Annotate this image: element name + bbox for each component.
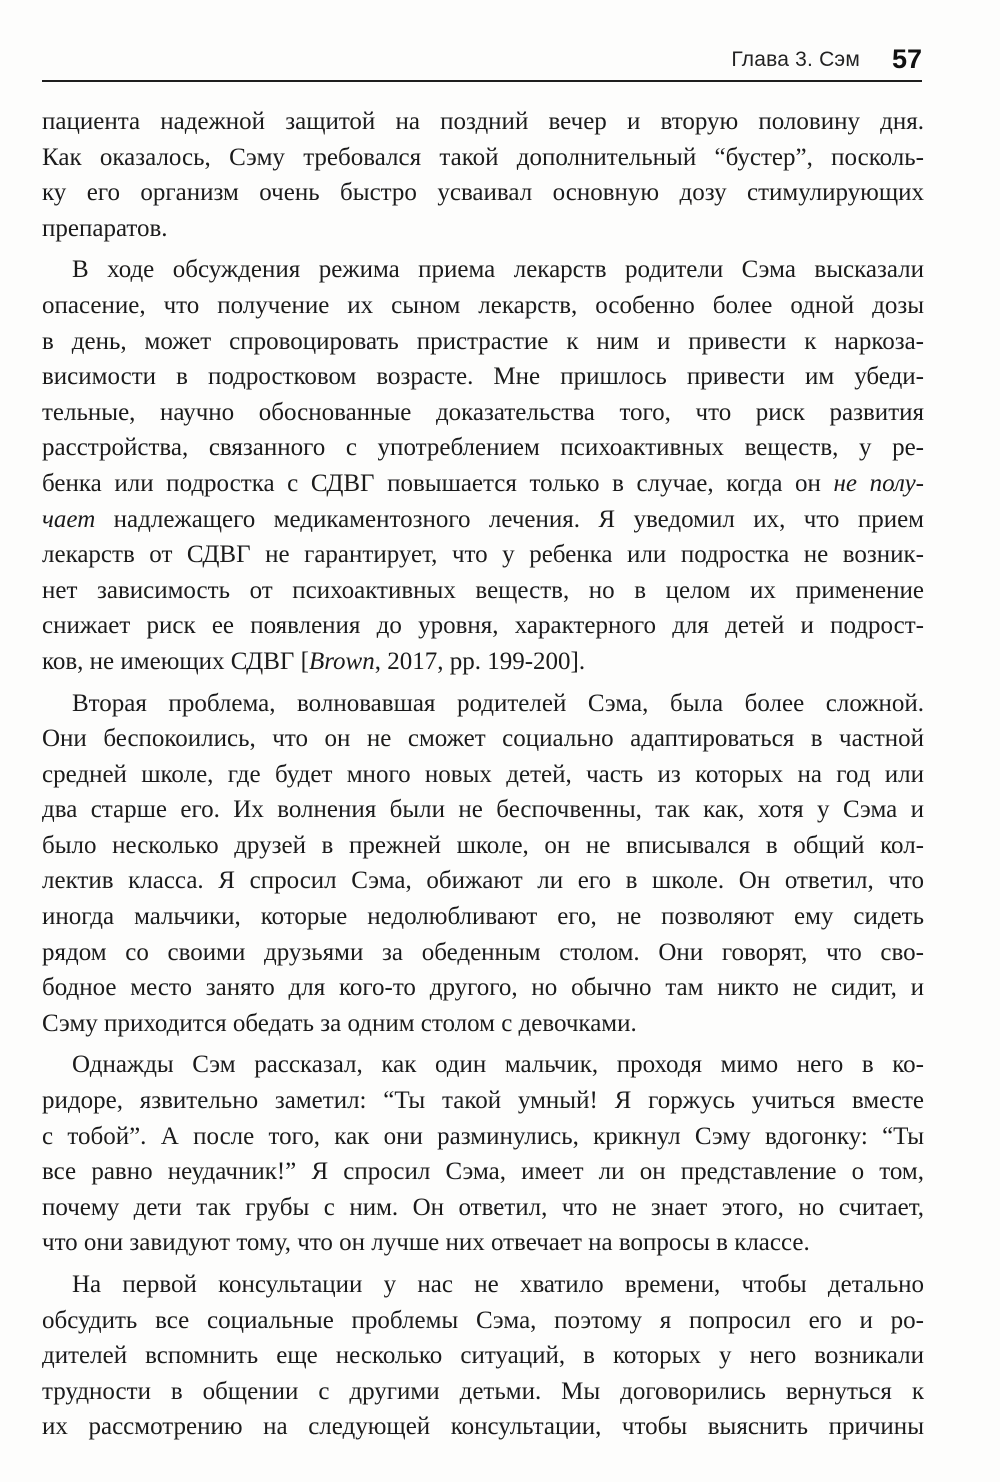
text-line [42,1409,924,1445]
text-segment: в день, может спровоцировать пристрастие к ним и привести к наркоза- [42,327,924,355]
text-line [42,1119,924,1155]
text-segment: два старше его. Их волнения были не беспочвенны, так как, хотя у Сэма и [42,796,924,824]
text-segment: нет зависимость от психоактивных веществ, но в целом их применение [42,576,924,604]
text-line [42,140,924,176]
text-segment: В ходе обсуждения режима приема лекарств родители Сэма высказали [72,256,924,284]
text-segment: снижает риск ее появления до уровня, характерного для детей и подрост- [42,612,924,640]
text-line [42,104,924,140]
text-line [42,686,924,722]
page-number: 57 [891,44,922,74]
text-segment: трудности в общении с другими детьми. Мы договорились вернуться к [42,1377,924,1405]
text-segment: висимости в подростковом возрасте. Мне пришлось привести им убеди- [42,363,924,391]
running-header [42,44,922,82]
text-segment: ку его организм очень быстро усваивал основную дозу стимулирующих [42,179,924,207]
text-line [42,1303,924,1339]
text-line [42,211,924,247]
text-line [42,537,924,573]
text-line [42,573,924,609]
italic-text: чает [42,505,96,533]
italic-text: не полу- [833,469,924,497]
text-line [42,1338,924,1374]
text-segment: Однажды Сэм рассказал, как один мальчик, проходя мимо него в ко- [72,1051,924,1079]
text-line [42,324,924,360]
text-segment: средней школе, где будет много новых детей, часть из которых на год или [42,760,924,788]
text-segment: Сэму приходится обедать за одним столом с девочками. [42,1009,637,1037]
italic-text: Brown [308,647,375,675]
text-line [42,252,924,288]
text-line [42,644,924,680]
text-line [42,970,924,1006]
text-line [42,1083,924,1119]
text-line [42,359,924,395]
text-segment: , 2017, pp. 199-200]. [374,647,586,675]
text-segment: дителей вспомнить еще несколько ситуаций, в которых у него возникали [42,1342,924,1370]
text-segment: препаратов. [42,214,168,242]
paragraph [42,1047,924,1261]
text-segment: пациента надежной защитой на поздний вечер и вторую половину дня. [42,108,924,135]
text-segment: иногда мальчики, которые недолюбливают его, не позволяют ему сидеть [42,903,924,931]
text-line [42,502,924,538]
text-line [42,935,924,971]
text-segment: Как оказалось, Сэму требовался такой дополнительный “бустер”, посколь- [42,143,924,171]
text-segment: лектив класса. Я спросил Сэма, обижают ли его в школе. Он ответил, что [42,867,924,895]
text-segment: тельные, научно обоснованные доказательства того, что риск развития [42,398,924,426]
text-line [42,175,924,211]
paragraph [42,1267,924,1445]
text-line [42,863,924,899]
text-segment: обсудить все социальные проблемы Сэма, поэтому я попросил его и ро- [42,1306,924,1334]
text-line [42,288,924,324]
text-segment: рядом со своими друзьями за обеденным столом. Они говорят, что сво- [42,938,924,966]
text-segment: было несколько друзей в прежней школе, он не вписывался в общий кол- [42,831,924,859]
text-segment: что они завидуют тому, что он лучше них отвечает на вопросы в классе. [42,1229,810,1257]
text-line [42,1374,924,1410]
text-segment: бодное место занято для кого-то другого, но обычно там никто не сидит, и [42,974,924,1002]
text-line [42,721,924,757]
text-line [42,608,924,644]
text-segment: ридоре, язвительно заметил: “Ты такой умный! Я горжусь учиться вместе [42,1087,924,1115]
text-line [42,757,924,793]
text-segment: Вторая проблема, волновавшая родителей Сэма, была более сложной. [72,689,924,717]
body-text [42,104,924,1451]
text-segment: Они беспокоились, что он не сможет социально адаптироваться в частной [42,725,924,753]
text-line [42,430,924,466]
paragraph [42,104,924,246]
text-segment: ков, не имеющих СДВГ [ [42,647,309,675]
text-line [42,1006,924,1042]
text-segment: бенка или подростка с СДВГ повышается только в случае, когда он [42,469,834,497]
chapter-title: Глава 3. Сэм [731,48,860,71]
text-segment: почему дети так грубы с ним. Он ответил, что не знает этого, но считает, [42,1193,924,1221]
text-segment: все равно неудачник!” Я спросил Сэма, имеет ли он представление о том, [42,1158,924,1186]
text-segment: опасение, что получение их сыном лекарств, особенно более одной дозы [42,291,924,319]
text-line [42,828,924,864]
text-line [42,1154,924,1190]
text-line [42,1267,924,1303]
paragraph [42,686,924,1042]
text-segment: На первой консультации у нас не хватило времени, чтобы детально [72,1271,924,1298]
text-segment: с тобой”. А после того, как они разминулись, крикнул Сэму вдогонку: “Ты [42,1122,924,1150]
text-line [42,792,924,828]
text-line [42,1047,924,1083]
text-segment: расстройства, связанного с употреблением психоактивных веществ, у ре- [42,434,924,462]
text-line [42,466,924,502]
text-line [42,1225,924,1261]
text-segment: надлежащего медикаментозного лечения. Я уведомил их, что прием [95,505,924,533]
text-line [42,395,924,431]
paragraph [42,252,924,679]
text-segment: лекарств от СДВГ не гарантирует, что у ребенка или подростка не возник- [42,541,924,569]
text-line [42,1190,924,1226]
text-line [42,899,924,935]
text-segment: их рассмотрению на следующей консультации, чтобы выяснить причины [42,1413,924,1441]
